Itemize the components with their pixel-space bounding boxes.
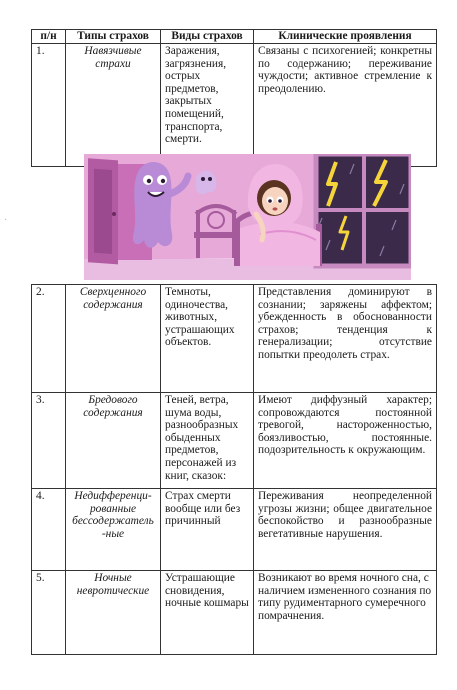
- fear-type: Ночные невротические: [66, 571, 161, 655]
- small-ghost-icon: [196, 171, 216, 194]
- clinical-manifestations: Представления доминируют в сознании; заряжены аффектом; убежденность в обоснованности страхов; тенденция к генерализации; отсутствие попытки преодолеть страх.: [254, 285, 437, 393]
- fear-kinds: Теней, ветра, шума воды, разнообразных обыденных предметов, персонажей из книг, сказок:: [161, 393, 254, 489]
- table-row: [32, 44, 437, 167]
- table-header-row: [32, 30, 437, 44]
- clinical-manifestations: Возникают во время ночного сна, с наличием измененного сознания по типу рудиментарного сумеречного помрачнения.: [254, 571, 437, 655]
- table-row: [32, 393, 437, 489]
- clinical-manifestations: Переживания неопределенной угрозы жизни; общее двигательное беспокойство и разнообразные вегетативные нарушения.: [254, 489, 437, 571]
- header-kind: Виды страхов: [161, 30, 254, 44]
- fear-kinds: Темноты, одиночества, животных, устрашающих объектов.: [161, 285, 254, 393]
- table-row: [32, 285, 437, 393]
- row-number: 1.: [32, 44, 66, 167]
- row-number: 5.: [32, 571, 66, 655]
- header-num: п/н: [32, 30, 66, 44]
- stormy-window: [316, 154, 411, 266]
- row-number: 3.: [32, 393, 66, 489]
- clinical-manifestations: Имеют диффузный характер; сопровождаются постоянной тревогой, настороженностью, боязливостью, постоянные. подозрительность к окружающим.: [254, 393, 437, 489]
- fear-types-table-header-part: [31, 29, 437, 167]
- illustration-girl-afraid-at-night: [84, 154, 411, 280]
- table-row: [32, 571, 437, 655]
- fear-type: Бредового содержания: [66, 393, 161, 489]
- fear-type: Навязчивые страхи: [66, 44, 161, 167]
- header-clinical: Клинические проявления: [254, 30, 437, 44]
- fear-type: Сверхценного содержания: [66, 285, 161, 393]
- header-type: Типы страхов: [66, 30, 161, 44]
- fear-kinds: Страх смерти вообще или без причинный: [161, 489, 254, 571]
- fear-type: Недифференци-рованные бессодержатель -ные: [66, 489, 161, 571]
- fear-types-table-continued: [31, 284, 437, 655]
- table-row: [32, 489, 437, 571]
- row-number: 4.: [32, 489, 66, 571]
- row-number: 2.: [32, 285, 66, 393]
- scan-mark: ·: [4, 215, 8, 226]
- fear-kinds: Заражения, загрязнения, острых предметов, закрытых помещений, транспорта, смерти.: [161, 44, 254, 167]
- clinical-manifestations: Связаны с психогенией; конкретны по содержанию; переживание чуждости; активное стремление к преодолению.: [254, 44, 437, 167]
- fear-kinds: Устрашающие сновидения, ночные кошмары: [161, 571, 254, 655]
